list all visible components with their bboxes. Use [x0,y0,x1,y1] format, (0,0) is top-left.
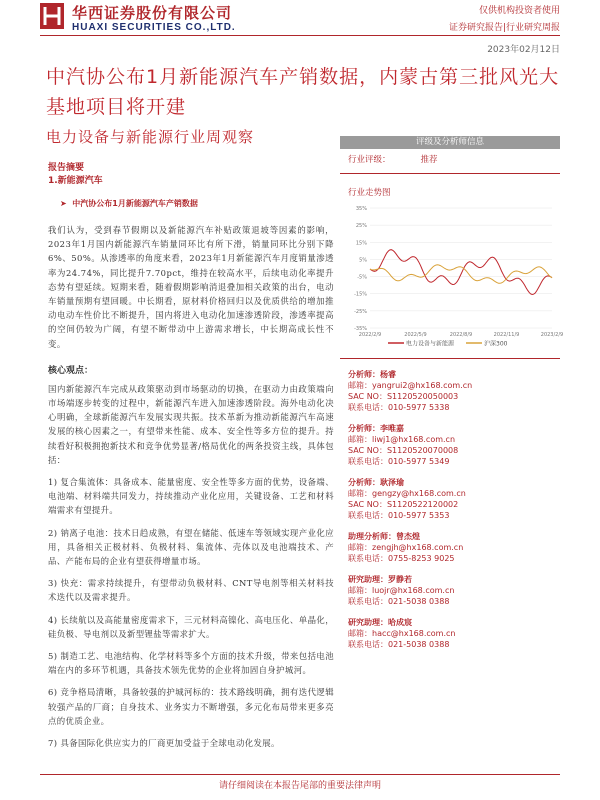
section-title: 1.新能源汽车 [48,176,103,186]
x-tick-label: 2022/11/9 [493,332,520,338]
report-type: 证券研究报告|行业研究周报 [448,23,560,33]
analyst-phone: 联系电话：010-5977 5338 [348,403,450,412]
summary-paragraph: 我们认为，受到春节假期以及新能源汽车补贴政策退坡等因素的影响，2023年1月国内新能源汽车销量同环比有所下滑，销量同环比分别下降6%、50%。从渗透率的角度来看，2023年1月新能源汽车月度销量渗透率为24.74%，同比提升7.70pct，维持在较高水平，后续电动化率提升态势有望延续。短期来看，随着假期影响消退叠加相关政策的出台，电动车销量预期有望回暖。中长期看，原材料价格回归以及优质供给的增加推动电动车性价比不断提升，国内将进入电动化加速渗透阶段，渗透率提高的空间仍较为广阔，有望不断带动中上游需求增长，中长期高成长性不变。 [48,225,334,349]
core-paragraph: 国内新能源汽车完成从政策驱动到市场驱动的切换，在驱动力由政策端向市场端逐步转变的过程中，新能源汽车进入加速渗透阶段。海外电动化决心明确，全球新能源汽车发展实现共振。技术革新为推动新能源汽车高速发展的核心因素之一，有望带来性能、成本、安全性等多方位的提升。持续看好积极拥抱新技术和竞争优势显著/格局优化的两条投资主线，具体包括： [48,383,334,465]
series-line-a [370,250,552,295]
huaxi-logo-icon [40,3,64,29]
analyst-block [340,423,560,467]
analyst-name: 分析师：李唯嘉 [348,424,404,433]
legend-label-b: 沪深300 [484,340,508,348]
rating-value: 推荐 [420,155,438,165]
analyst-list [340,369,560,650]
rating-label: 行业评级： [348,155,391,165]
y-tick-label: 35% [355,206,367,212]
list-item: 4) 长续航以及高能量密度需求下，三元材料高镍化、高电压化、单晶化，硅负极、导电剂以及新型锂盐等需求扩大。 [48,614,334,639]
analyst-block [340,477,560,521]
analyst-phone: 联系电话：010-5977 5349 [348,457,450,466]
y-tick-label: -5% [357,274,367,281]
analyst-sac: SAC NO：S1120522120002 [348,500,459,509]
x-tick-label: 2023/2/9 [540,332,564,338]
x-tick-label: 2022/8/9 [449,332,473,338]
bullet-arrow-icon: ➤ [60,199,73,208]
company-name-en: HUAXI SECURITIES CO.,LTD. [72,22,236,33]
report-header [0,0,600,55]
list-item: 2) 钠离子电池：技术日趋成熟，有望在储能、低速车等领域实现产业化应用，具备相关正极材料、负极材料、集流体、壳体以及电池端技术、产品、产能布局的企业有望获得增量市场。 [48,527,334,567]
y-tick-label: 25% [355,223,367,230]
analyst-sac: SAC NO：S1120520070008 [348,446,459,455]
list-item: 1) 复合集流体：具备成本、能量密度、安全性等多方面的优势，设备端、电池端、材料端共同发力，持续推动产业化应用，关键设备、工艺和材料端需求有望提升。 [48,477,334,516]
analyst-name: 分析师：耿泽瑜 [348,478,404,487]
chart-divider [340,358,560,359]
y-tick-label: 15% [355,240,367,247]
y-tick-label: -25% [354,308,367,315]
analyst-name: 研究助理：罗静若 [348,575,412,584]
rating-bar: 评级及分析师信息 [340,136,560,149]
sidebar [340,136,564,660]
analyst-name: 分析师：杨睿 [348,370,396,379]
analyst-phone: 联系电话：021-5038 0388 [348,640,450,649]
analyst-block [340,574,560,607]
analyst-phone: 联系电话：010-5977 5353 [348,511,450,520]
main-content [48,162,334,758]
analyst-email[interactable]: 邮箱：luojr@hx168.com.cn [348,586,455,595]
legal-notice: 请仔细阅读在本报告尾部的重要法律声明 [218,781,381,791]
analyst-block [340,531,560,564]
x-tick-label: 2022/5/9 [404,332,427,338]
y-tick-label: -35% [354,326,367,332]
section-item [60,198,334,209]
analyst-email[interactable]: 邮箱：liwj1@hx168.com.cn [348,435,456,444]
analyst-email[interactable]: 邮箱：zengjh@hx168.com.cn [348,543,464,552]
analyst-phone: 联系电话：0755-8253 9025 [348,554,455,563]
y-tick-label: 5% [359,257,367,264]
y-tick-label: -15% [354,291,367,298]
analyst-block [340,617,560,650]
analyst-email[interactable]: 邮箱：hacc@hx168.com.cn [348,629,456,638]
analyst-email[interactable]: 邮箱：gengzy@hx168.com.cn [348,489,466,498]
audience-note: 仅供机构投资者使用 [478,6,560,16]
report-title: 中汽协公布1月新能源汽车产销数据，内蒙古第三批风光大基地项目将开建 [46,66,560,118]
legend-label-a: 电力设备与新能源 [406,340,455,348]
trend-title: 行业走势图 [348,188,391,198]
x-tick-label: 2022/2/9 [358,332,382,338]
list-item: 7) 具备国际化供应实力的厂商更加受益于全球电动化发展。 [48,738,280,749]
list-item: 5) 制造工艺、电池结构、化学材料等多个方面的技术升级，带来包括电池端在内的多环节机遇，具备技术领先优势的企业将加固自身护城河。 [48,651,334,676]
section-item-label: 中汽协公布1月新能源汽车产销数据 [72,199,198,208]
list-item: 6) 竞争格局清晰，具备较强的护城河标的：技术路线明确，拥有迭代逻辑较强产品的厂商；自身技术、业务实力不断增强，多元化布局带来更多亮点的优质企业。 [48,687,334,726]
analyst-phone: 联系电话：021-5038 0388 [348,597,450,606]
trend-chart [340,202,564,352]
report-date: 2023年02月12日 [487,45,560,55]
analyst-name: 研究助理：哈成宸 [348,618,412,627]
report-subtitle: 电力设备与新能源行业周观察 [46,128,255,146]
rating-row [348,149,560,171]
rating-divider [340,173,560,174]
analyst-name: 助理分析师：曾杰煌 [348,532,420,541]
analyst-sac: SAC NO：S1120520050003 [348,392,459,401]
analyst-email[interactable]: 邮箱：yangrui2@hx168.com.cn [348,381,473,390]
company-name-cn: 华西证券股份有限公司 [72,4,233,22]
list-item: 3) 快充：需求持续提升，有望带动负极材料、CNT导电剂等相关材料技术迭代以及需求提升。 [48,578,334,603]
header-divider [40,35,560,36]
summary-heading: 报告摘要 [48,163,85,173]
core-heading: 核心观点： [48,365,94,376]
analyst-block [340,369,560,413]
footer-divider [40,774,560,775]
